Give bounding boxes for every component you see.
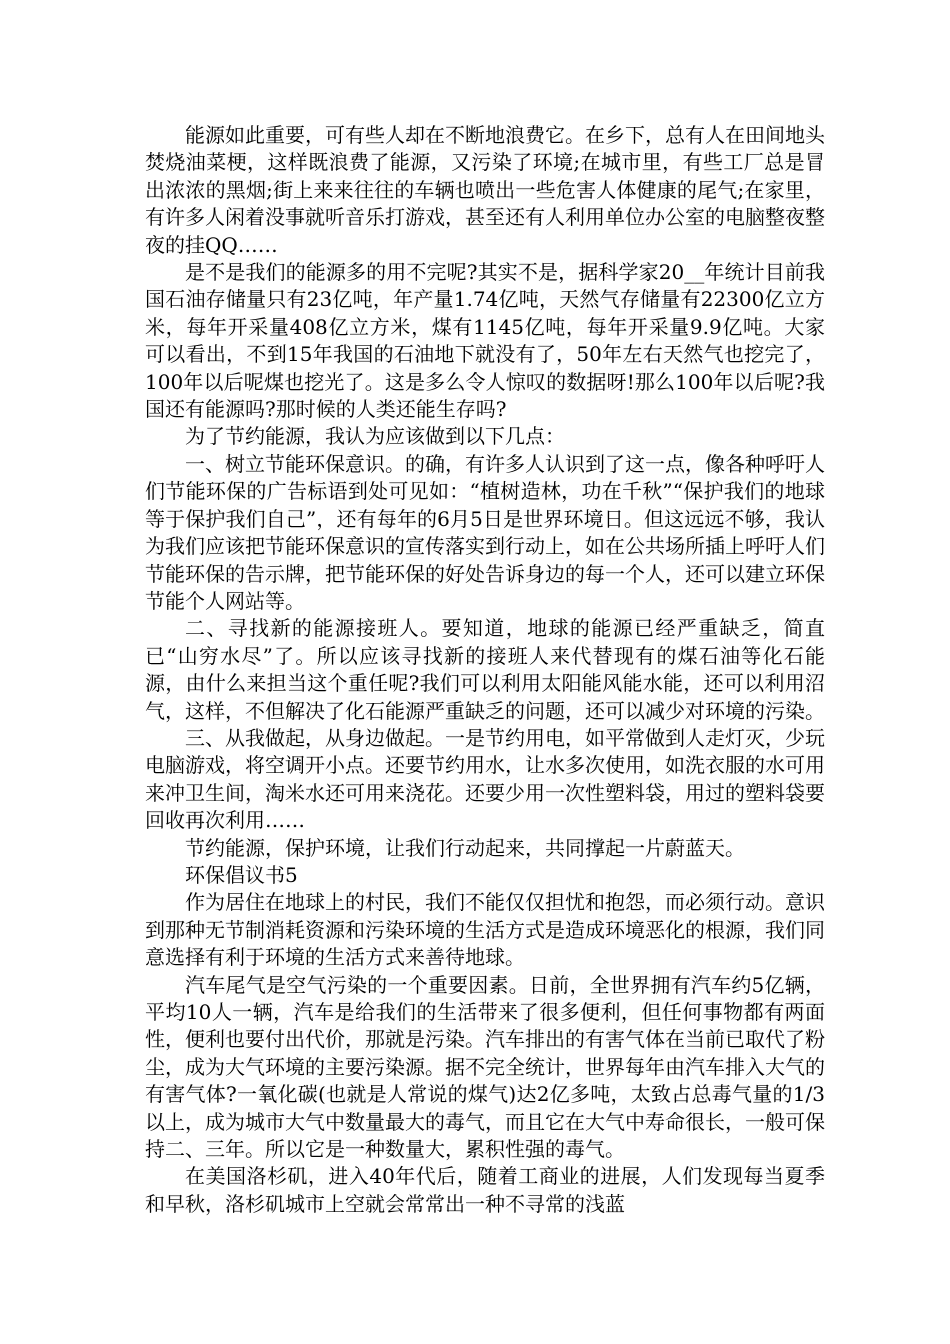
paragraph-suggestions-intro: 为了节约能源，我认为应该做到以下几点： (185, 424, 565, 449)
paragraph-villagers: 作为居住在地球上的村民，我们不能仅仅担忧和抱怨，而必须行动。意识到那种无节制消耗资源和污染环境的生活方式是造成环境恶化的根源，我们同意选择有利于环境的生活方式来善待地球。 (145, 890, 825, 970)
document-body (145, 122, 825, 1218)
paragraph-closing: 节约能源，保护环境，让我们行动起来，共同撑起一片蔚蓝天。 (185, 835, 745, 860)
paragraph-point-three: 三、从我做起，从身边做起。一是节约用电，如平常做到人走灯灭，少玩电脑游戏，将空调开小点。还要节约用水，让水多次使用，如洗衣服的水可用来冲卫生间，淘米水还可用来浇花。还要少用一次性塑料袋，用过的塑料袋要回收再次利用…… (145, 725, 825, 833)
paragraph-point-two: 二、寻找新的能源接班人。要知道，地球的能源已经严重缺乏，简直已“山穷水尽”了。所以应该寻找新的接班人来代替现有的煤石油等化石能源，由什么来担当这个重任呢?我们可以利用太阳能风能水能，还可以利用沼气，这样，不但解决了化石能源严重缺乏的问题，还可以减少对环境的污染。 (145, 616, 825, 723)
paragraph-los-angeles: 在美国洛杉矶，进入40年代后，随着工商业的进展，人们发现每当夏季和早秋，洛杉矶城市上空就会常常出一种不寻常的浅蓝 (145, 1164, 825, 1216)
section-heading: 环保倡议书5 (185, 862, 298, 887)
paragraph-point-one: 一、树立节能环保意识。的确，有许多人认识到了这一点，像各种呼吁人们节能环保的广告标语到处可见如：“植树造林，功在千秋”“保护我们的地球等于保护我们自己”，还有每年的6月5日是世界环境日。但这远远不够，我认为我们应该把节能环保意识的宣传落实到行动上，如在公共场所插上呼吁人们节能环保的告示牌，把节能环保的好处告诉身边的每一个人，还可以建立环保节能个人网站等。 (145, 451, 825, 613)
paragraph-energy-reserves: 是不是我们的能源多的用不完呢?其实不是，据科学家20__年统计目前我国石油存储量只有23亿吨，年产量1.74亿吨，天然气存储量有22300亿立方米，每年开采量408亿立方米，煤有1145亿吨，每年开采量9.9亿吨。大家可以看出，不到15年我国的石油地下就没有了，50年左右天然气也挖完了，100年以后呢煤也挖光了。这是多么令人惊叹的数据呀!那么100年以后呢?我国还有能源吗?那时候的人类还能生存吗? (145, 260, 825, 422)
paragraph-car-exhaust: 汽车尾气是空气污染的一个重要因素。日前，全世界拥有汽车约5亿辆，平均10人一辆，汽车是给我们的生活带来了很多便利，但任何事物都有两面性，便利也要付出代价，那就是污染。汽车排出的有害气体在当前已取代了粉尘，成为大气环境的主要污染源。据不完全统计，世界每年由汽车排入大气的有害气体?一氧化碳(也就是人常说的煤气)达2亿多吨，太致占总毒气量的1/3以上，成为城市大气中数量最大的毒气，而且它在大气中寿命很长，一般可保持二、三年。所以它是一种数量大，累积性强的毒气。 (145, 972, 825, 1162)
paragraph-energy-waste: 能源如此重要，可有些人却在不断地浪费它。在乡下，总有人在田间地头焚烧油菜梗，这样既浪费了能源，又污染了环境;在城市里，有些工厂总是冒出浓浓的黑烟;街上来来往往的车辆也喷出一些危害人体健康的尾气;在家里，有许多人闲着没事就听音乐打游戏，甚至还有人利用单位办公室的电脑整夜整夜的挂QQ…… (145, 123, 825, 257)
